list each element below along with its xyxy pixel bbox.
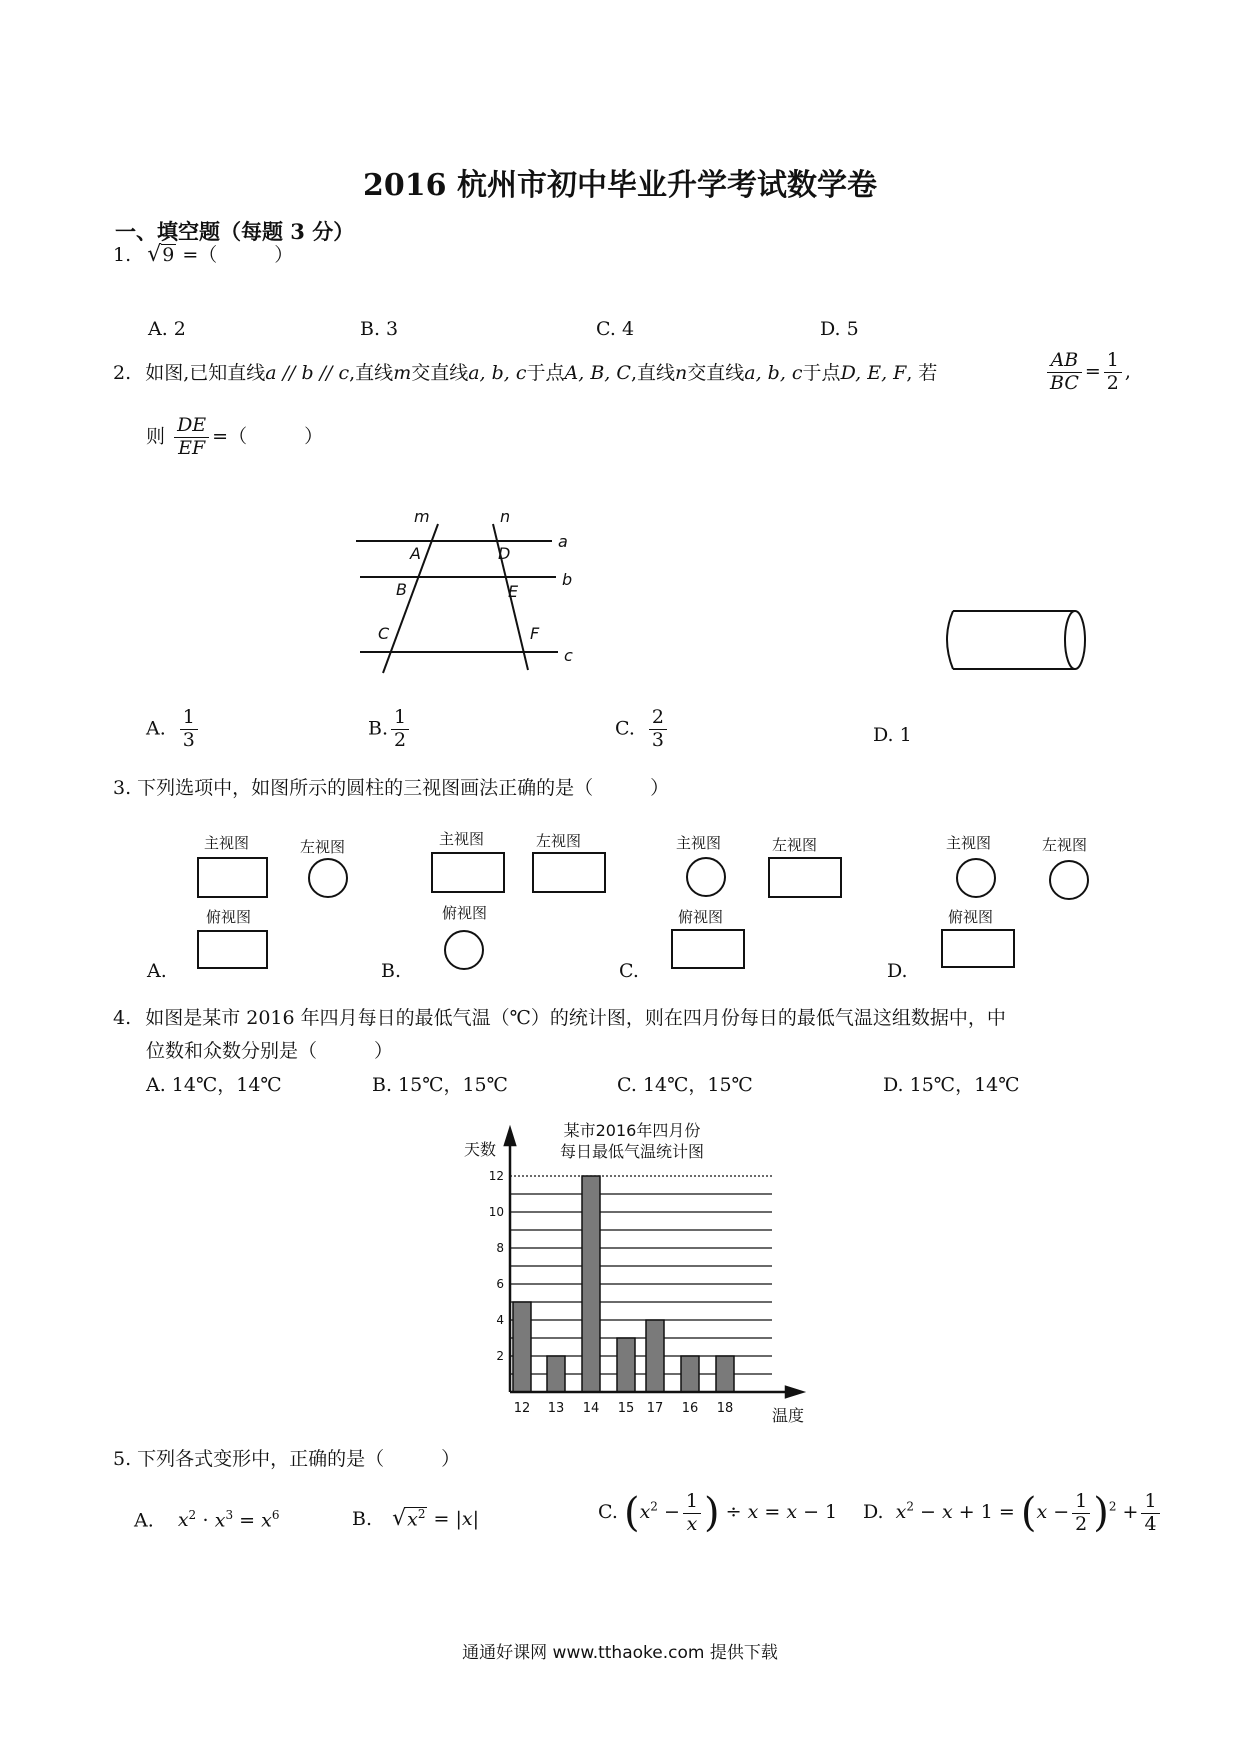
q1-radicand: 9 [162,244,175,266]
q3d-top-label: 俯视图 [948,908,994,926]
q2-math: a, b, c [468,362,527,384]
q5-option-d-label: D. [863,1501,884,1523]
label-c: c [564,646,573,665]
parallel-lines-figure [340,505,600,680]
chart-x-arrow [786,1387,802,1397]
q5-option-a-label: A. [134,1509,154,1532]
label-a: a [558,532,568,551]
chart-xtick-label: 12 [513,1401,531,1416]
q2-text: , 若 [906,362,938,384]
label-F: F [530,624,540,643]
chart-xtick-label: 14 [582,1401,600,1416]
q5-option-a[interactable]: A. $x^2 \cdot x^3 = x^6$ [134,1508,280,1532]
q1-blank: =（ ） [182,244,294,266]
chart-bar [582,1176,600,1392]
label-B: B [396,580,407,599]
q3b-front-rect [431,852,505,893]
q2-text: 于点 [802,362,841,384]
q3c-front-circle [686,857,726,897]
label-b: b [562,570,573,589]
q2-option-b[interactable]: B. $\frac{1}{2}$ [368,707,412,752]
cylinder-figure [935,603,1095,683]
q3d-left-circle [1049,860,1089,900]
q1-option-a[interactable]: A. 2 [148,318,186,340]
q3a-left-label: 左视图 [300,838,346,856]
q3c-left-label: 左视图 [772,836,818,854]
q4-stem-text: 如图是某市 2016 年四月每日的最低气温（℃）的统计图，则在四月份每日的最低气温这组数据中，中 [145,1007,1006,1029]
q3a-top-rect [197,930,268,969]
label-D: D [498,544,511,563]
q2-ask-fraction: $\frac{DE}{EF}$ [174,415,209,460]
q3d-top-rect [941,929,1015,968]
q2-ratio-fraction: $\frac{AB}{BC}$ [1047,350,1082,395]
page-footer: 通通好课网 www.tthaoke.com 提供下载 [462,1643,778,1663]
q2-option-a[interactable]: A. $\frac{1}{3}$ [146,707,201,752]
q1-option-d[interactable]: D. 5 [820,318,859,340]
q2-text: 交直线 [687,362,745,384]
q2-math: a // b // c [265,362,350,384]
q5-option-b-label: B. [352,1508,373,1530]
q5-option-b[interactable]: B. $√x^2 = |x|$ [352,1506,479,1531]
label-n: n [500,507,511,526]
chart-ytick-label: 12 [488,1169,504,1183]
chart-ytick-label: 10 [488,1205,504,1219]
q4-option-b[interactable]: B. 15℃，15℃ [372,1074,508,1096]
q5-stem: 5. 下列各式变形中，正确的是（ ） [113,1448,461,1470]
q4-option-d[interactable]: D. 15℃，14℃ [883,1074,1020,1096]
q2-ask [146,415,323,460]
chart-title-line1: 某市2016年四月份 [563,1121,701,1140]
q3a-top-label: 俯视图 [206,908,252,926]
q3c-front-label: 主视图 [676,834,722,852]
q2-math: A, B, C [564,362,631,384]
q3c-top-rect [671,929,745,969]
q4-option-a[interactable]: A. 14℃，14℃ [146,1074,282,1096]
page-title: 2016 杭州市初中毕业升学考试数学卷 [363,168,877,203]
q2-math: n [674,362,688,384]
chart-ylabel: 天数 [464,1140,497,1159]
q2-equals: = [1084,360,1101,383]
q2-text: ,直线 [630,362,675,384]
chart-bar [681,1356,699,1392]
q3b-top-label: 俯视图 [442,904,488,922]
q2-stem [113,358,937,385]
chart-ytick-label: 8 [496,1241,504,1255]
q3b-left-rect [532,852,606,893]
q3d-front-label: 主视图 [946,834,992,852]
q2-text: ,直线 [349,362,394,384]
chart-title-line2: 每日最低气温统计图 [559,1142,705,1161]
q3a-left-circle [308,858,348,898]
q3d-left-label: 左视图 [1042,836,1088,854]
q3a-front-rect [197,857,268,898]
q2-number: 2. [113,362,132,384]
section-heading: 一、填空题（每题 3 分） [115,219,355,244]
q3b-left-label: 左视图 [536,832,582,850]
q2-half-fraction: $\frac{1}{2}$ [1104,350,1122,395]
q3c-top-label: 俯视图 [678,908,724,926]
q2-text: 如图,已知直线 [145,362,266,384]
q1-stem: 1. √9 =（ ） [113,242,294,267]
chart-xtick-label: 15 [617,1401,635,1416]
q3b-front-label: 主视图 [439,830,485,848]
label-A: A [410,544,421,563]
q4-stem-line2: 位数和众数分别是（ ） [146,1040,394,1062]
chart-bar [716,1356,734,1392]
q4-stem-line1 [113,1003,1006,1030]
q2-text: 于点 [526,362,565,384]
chart-xlabel: 温度 [772,1406,805,1425]
q2-comma: , [1124,360,1131,383]
q3d-front-circle [956,858,996,898]
q2-ratio [1044,350,1131,395]
q4-number: 4. [113,1007,132,1029]
q5-option-c-label: C. [598,1501,618,1523]
q3a-front-label: 主视图 [204,834,250,852]
q3-option-a[interactable]: A. [147,960,167,982]
q1-option-b[interactable]: B. 3 [360,318,399,340]
q2-ask-blank: =（ ） [212,425,324,448]
label-C: C [378,624,390,643]
q5-option-d[interactable]: D. $x^2 - x + 1 = (x$ − $\frac{1}{2}$ )$^2$ + $\frac{1}{4}$ [863,1490,1163,1536]
chart-xtick-label: 16 [681,1401,699,1416]
chart-bar [547,1356,565,1392]
chart-y-arrow [505,1129,515,1145]
chart-xtick-label: 13 [547,1401,565,1416]
chart-xtick-label: 18 [716,1401,734,1416]
q2-math: D, E, F [840,362,907,384]
q2-option-d[interactable]: D. 1 [873,724,912,746]
q2-text: 交直线 [411,362,469,384]
temperature-bar-chart [460,1115,820,1425]
q3-stem: 3. 下列选项中，如图所示的圆柱的三视图画法正确的是（ ） [113,777,670,799]
q2-ask-prefix: 则 [146,425,166,448]
q3-option-b[interactable]: B. [381,960,402,982]
q2-math: a, b, c [744,362,803,384]
label-E: E [508,582,519,601]
q2-option-c[interactable]: C. $\frac{2}{3}$ [615,707,670,752]
chart-ytick-label: 6 [496,1277,504,1291]
q5-option-c[interactable]: C. ($x^2$ − $\frac{1}{x}$ ) ÷ x = x − 1 [598,1489,838,1536]
q3-option-c[interactable]: C. [619,960,639,982]
chart-bar [513,1302,531,1392]
q3-option-d[interactable]: D. [887,960,908,982]
q4-option-c[interactable]: C. 14℃，15℃ [617,1074,753,1096]
q1-option-c[interactable]: C. 4 [596,318,635,340]
chart-bar [617,1338,635,1392]
q3c-left-rect [768,857,842,898]
q1-number: 1. [113,244,132,266]
q2-math: m [393,362,412,384]
chart-bar [646,1320,664,1392]
chart-ytick-label: 2 [496,1349,504,1363]
label-m: m [414,507,430,526]
q3b-top-circle [444,930,484,970]
chart-ytick-label: 4 [496,1313,504,1327]
chart-xtick-label: 17 [646,1401,664,1416]
